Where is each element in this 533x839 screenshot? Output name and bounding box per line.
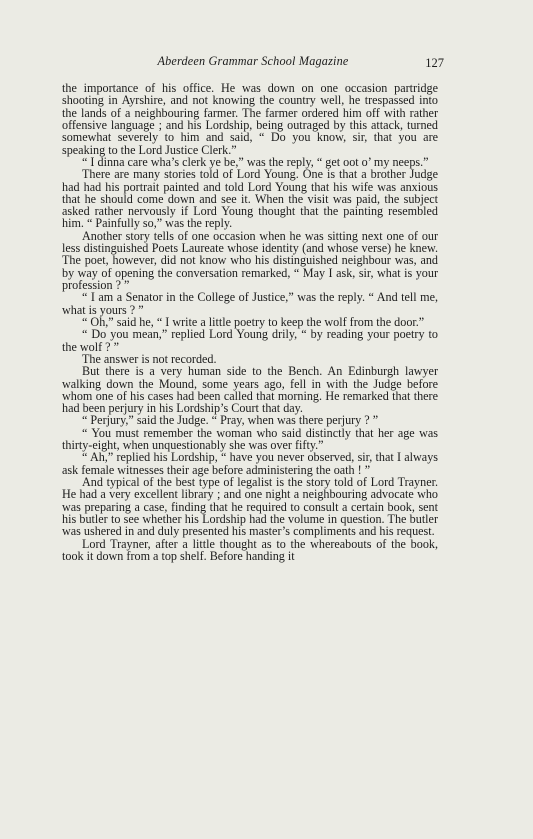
running-head <box>62 52 444 72</box>
paragraph: the importance of his office. He was down on one occasion partridge shooting in Ayrshire, and not knowing the country well, he trespassed into the lands of a neighbouring farmer. The farmer ordered him off with rather offensive language ; and his Lordship, being outraged by this attack, turned somewhat severely to him and said, “ Do you know, sir, that you are speaking to the Lord Justice Clerk.” <box>62 81 438 157</box>
body-text <box>62 82 438 562</box>
paragraph: “ Do you mean,” replied Lord Young drily, “ by reading your poetry to the wolf ? ” <box>62 327 438 354</box>
paragraph: “ I dinna care wha’s clerk ye be,” was the reply, “ get oot o’ my neeps.” <box>82 154 429 169</box>
paragraph: But there is a very human side to the Bench. An Edinburgh lawyer walking down the Mound, some years ago, fell in with the Judge before whom one of his cases had been called that morning. He remarked that there had been perjury in his Lordship’s Court that day. <box>62 364 438 416</box>
paragraph: “ Ah,” replied his Lordship, “ have you never observed, sir, that I always ask female witnesses their age before administering the oath ! ” <box>62 450 438 477</box>
paragraph: “ I am a Senator in the College of Justice,” was the reply. “ And tell me, what is yours ? ” <box>62 290 438 317</box>
paragraph: “ You must remember the woman who said distinctly that her age was thirty-eight, when unquestionably she was over fifty.” <box>62 425 438 453</box>
paragraph: And typical of the best type of legalist is the story told of Lord Trayner. He had a very excellent library ; and one night a neighbouring advocate who was preparing a case, finding that he required to consult a certain book, sent his butler to see whether his Lordship had the volume in question. The butler was ushered in and duly presented his master’s compliments and his request. <box>62 475 438 539</box>
paragraph: “ Oh,” said he, “ I write a little poetry to keep the wolf from the door.” <box>82 314 425 329</box>
paragraph: The answer is not recorded. <box>82 351 217 366</box>
paragraph: “ Perjury,” said the Judge. “ Pray, when was there perjury ? ” <box>82 413 379 428</box>
paragraph: Lord Trayner, after a little thought as to the whereabouts of the book, took it down from a top shelf. Before handing it <box>62 536 438 563</box>
page-number: 127 <box>425 56 444 70</box>
paragraph: Another story tells of one occasion when he was sitting next one of our less distinguished Poets Laureate whose identity (and whose verse) he knew. The poet, however, did not know who his distinguished neighbour was, and by way of opening the conversation remarked, “ May I ask, sir, what is your profession ? ” <box>62 228 438 292</box>
running-title: Aberdeen Grammar School Magazine <box>157 54 349 68</box>
paragraph: There are many stories told of Lord Young. One is that a brother Judge had had his portrait painted and told Lord Young that his wife was anxious that he should come down and see it. When the visit was paid, the subject asked rather nervously if Lord Young thought that the painting resembled him. “ Painfully so,” was the reply. <box>62 167 438 231</box>
